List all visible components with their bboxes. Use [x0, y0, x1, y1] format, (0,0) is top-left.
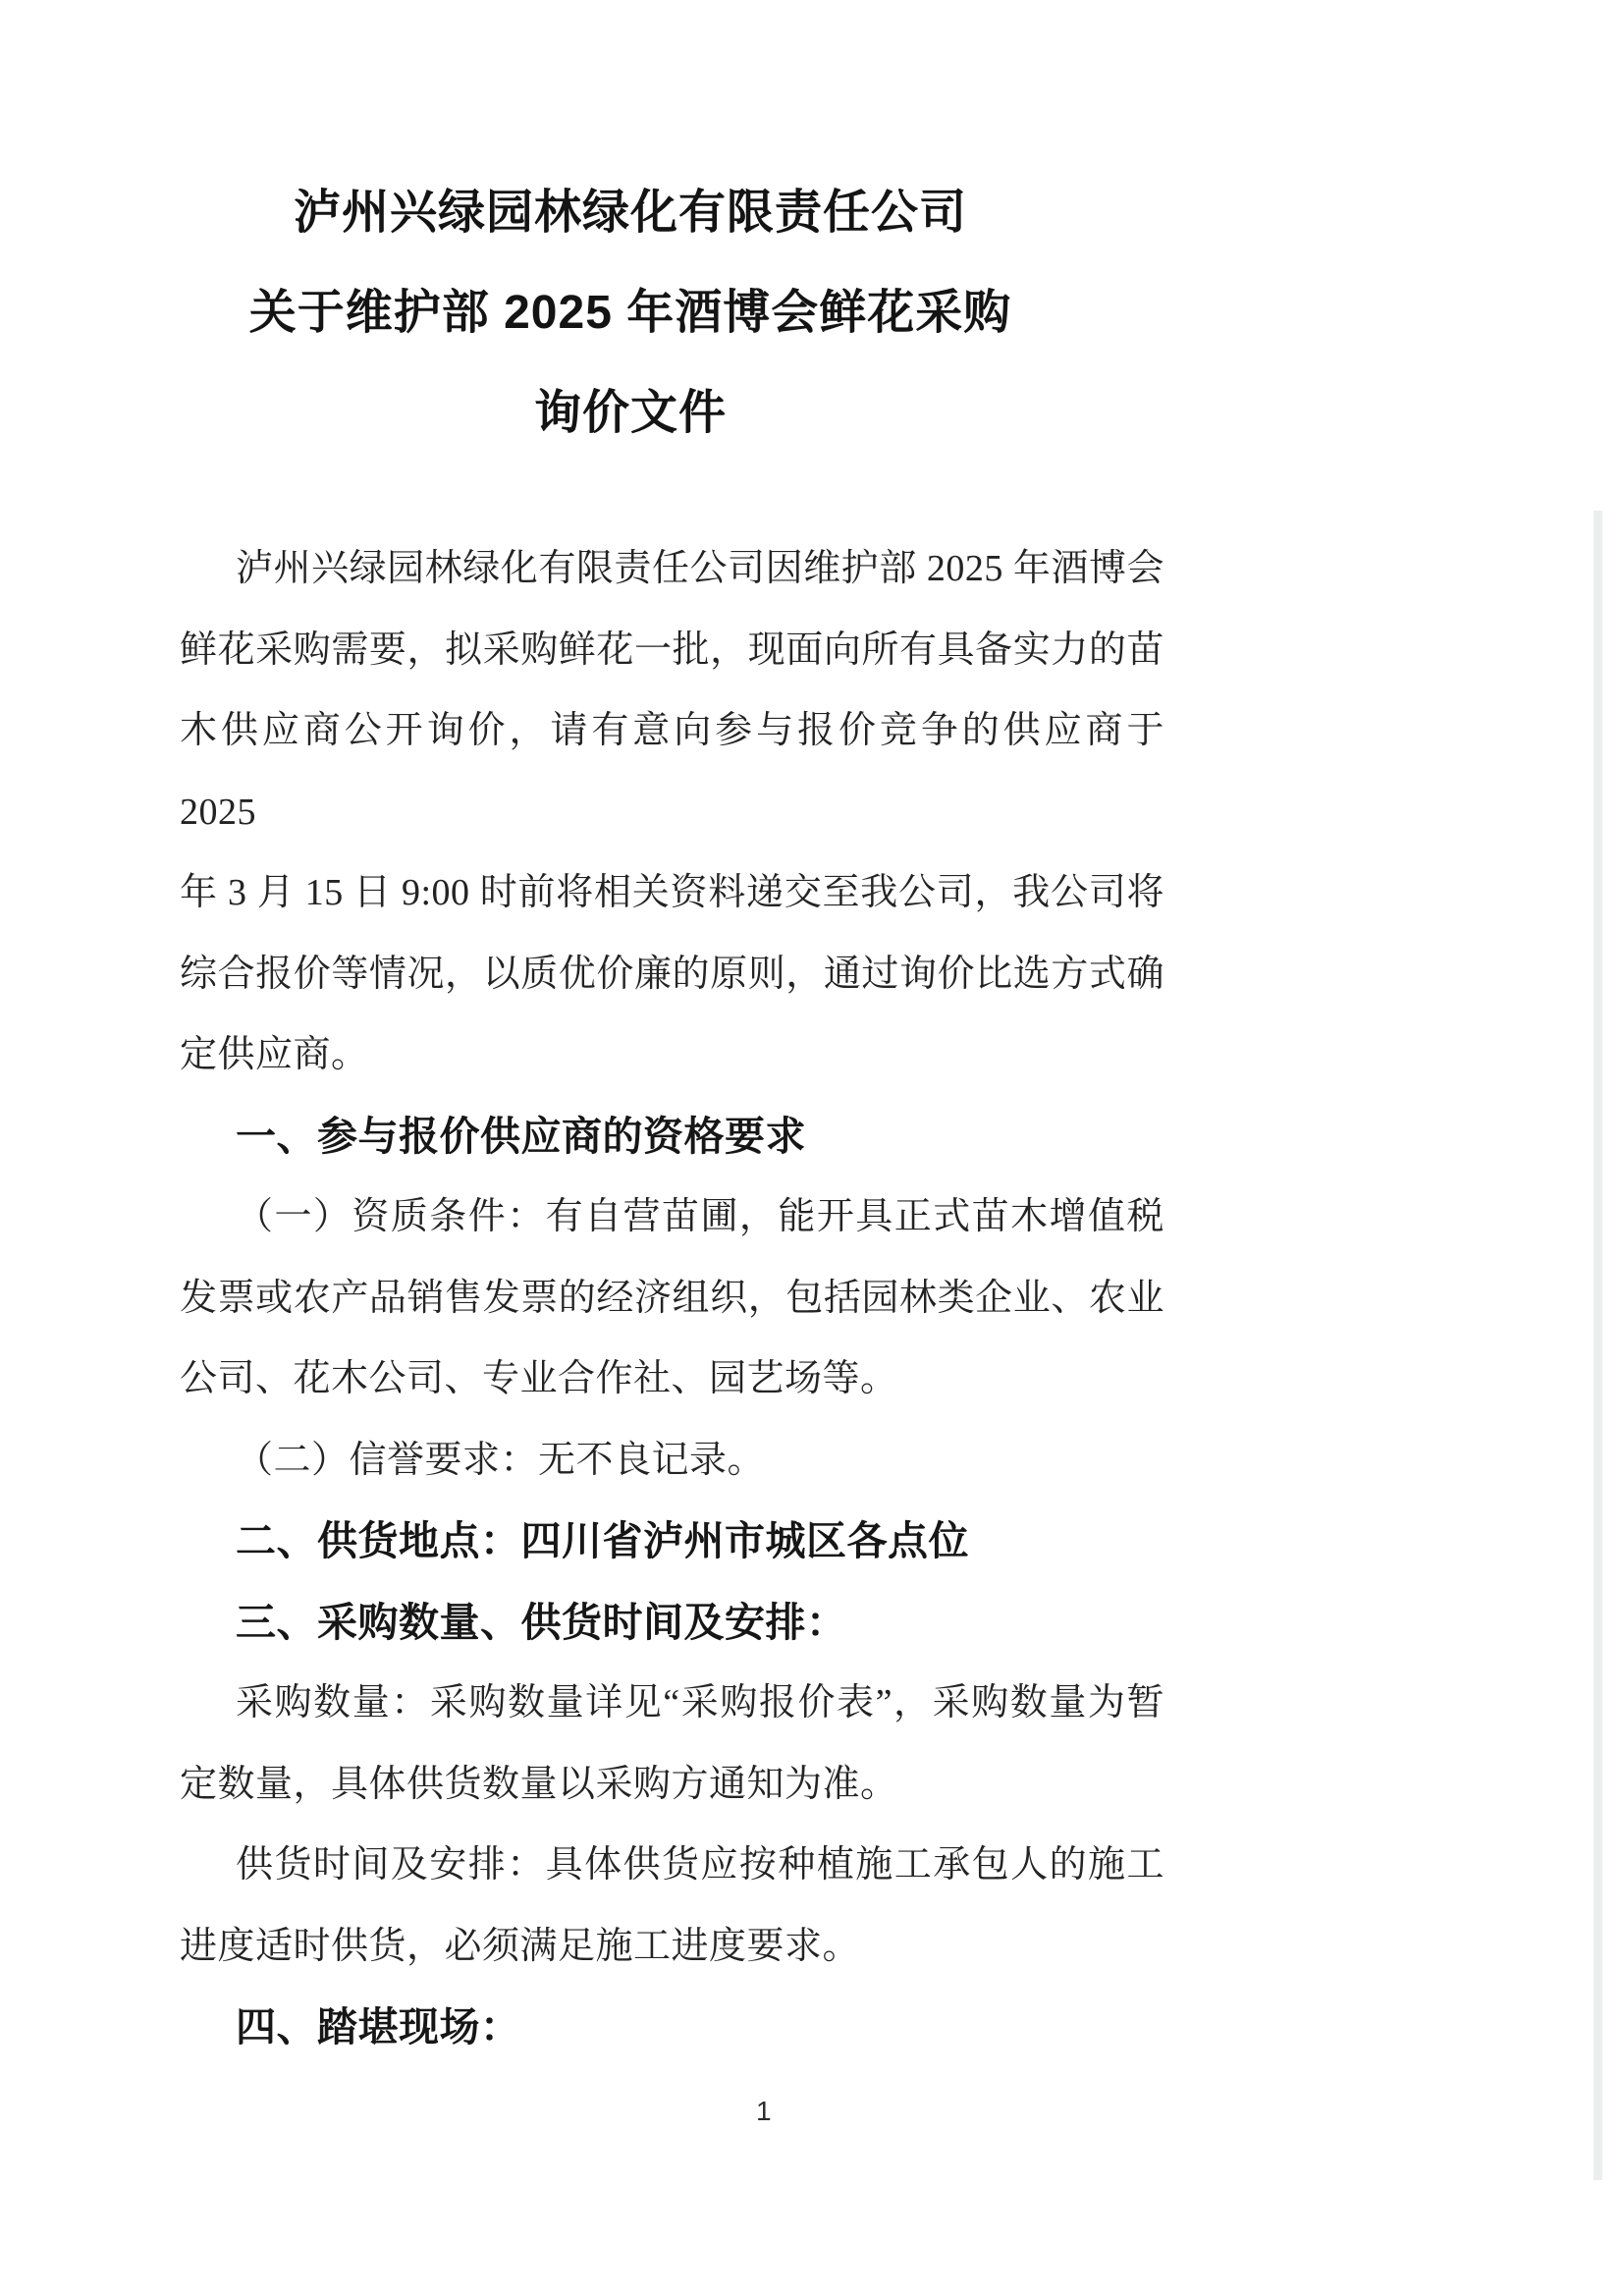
- title-line-1: 泸州兴绿园林绿化有限责任公司: [293, 187, 967, 239]
- title-line-2: 关于维护部 2025 年酒博会鲜花采购: [248, 287, 1012, 339]
- section-heading-3: 三、采购数量、供货时间及安排：: [236, 1599, 847, 1645]
- body-line: 鲜花采购需要，拟采购鲜花一批，现面向所有具备实力的苗: [180, 629, 1164, 671]
- page-number: 1: [756, 2096, 772, 2126]
- body-line: （二）信誉要求：无不良记录。: [236, 1439, 766, 1481]
- body-line: 进度适时供货，必须满足施工进度要求。: [180, 1925, 861, 1967]
- section-heading-2: 二、供货地点：四川省泸州市城区各点位: [236, 1518, 969, 1563]
- title-line-3: 询价文件: [533, 387, 727, 439]
- body-line: 木供应商公开询价，请有意向参与报价竞争的供应商于 2025: [180, 710, 1164, 833]
- body-line: 供货时间及安排：具体供货应按种植施工承包人的施工: [236, 1844, 1164, 1886]
- scan-edge-artifact: [1594, 511, 1602, 2180]
- body-line: 采购数量：采购数量详见“采购报价表”，采购数量为暂: [236, 1682, 1164, 1723]
- body-line: 综合报价等情况，以质优价廉的原则，通过询价比选方式确: [180, 953, 1164, 995]
- body-line: 发票或农产品销售发票的经济组织，包括园林类企业、农业: [180, 1277, 1164, 1319]
- body-line: 年 3 月 15 日 9:00 时前将相关资料递交至我公司，我公司将: [180, 872, 1164, 913]
- body-line: 公司、花木公司、专业合作社、园艺场等。: [180, 1358, 898, 1399]
- body-line: 定数量，具体供货数量以采购方通知为准。: [180, 1763, 898, 1805]
- section-heading-1: 一、参与报价供应商的资格要求: [236, 1113, 806, 1159]
- document-body: [180, 528, 1164, 2068]
- body-line: 泸州兴绿园林绿化有限责任公司因维护部 2025 年酒博会: [236, 548, 1164, 589]
- body-line: 定供应商。: [180, 1034, 369, 1075]
- document-title: [180, 163, 1164, 464]
- body-line: （一）资质条件：有自营苗圃，能开具正式苗木增值税: [236, 1196, 1164, 1237]
- section-heading-4: 四、踏堪现场：: [236, 2004, 521, 2050]
